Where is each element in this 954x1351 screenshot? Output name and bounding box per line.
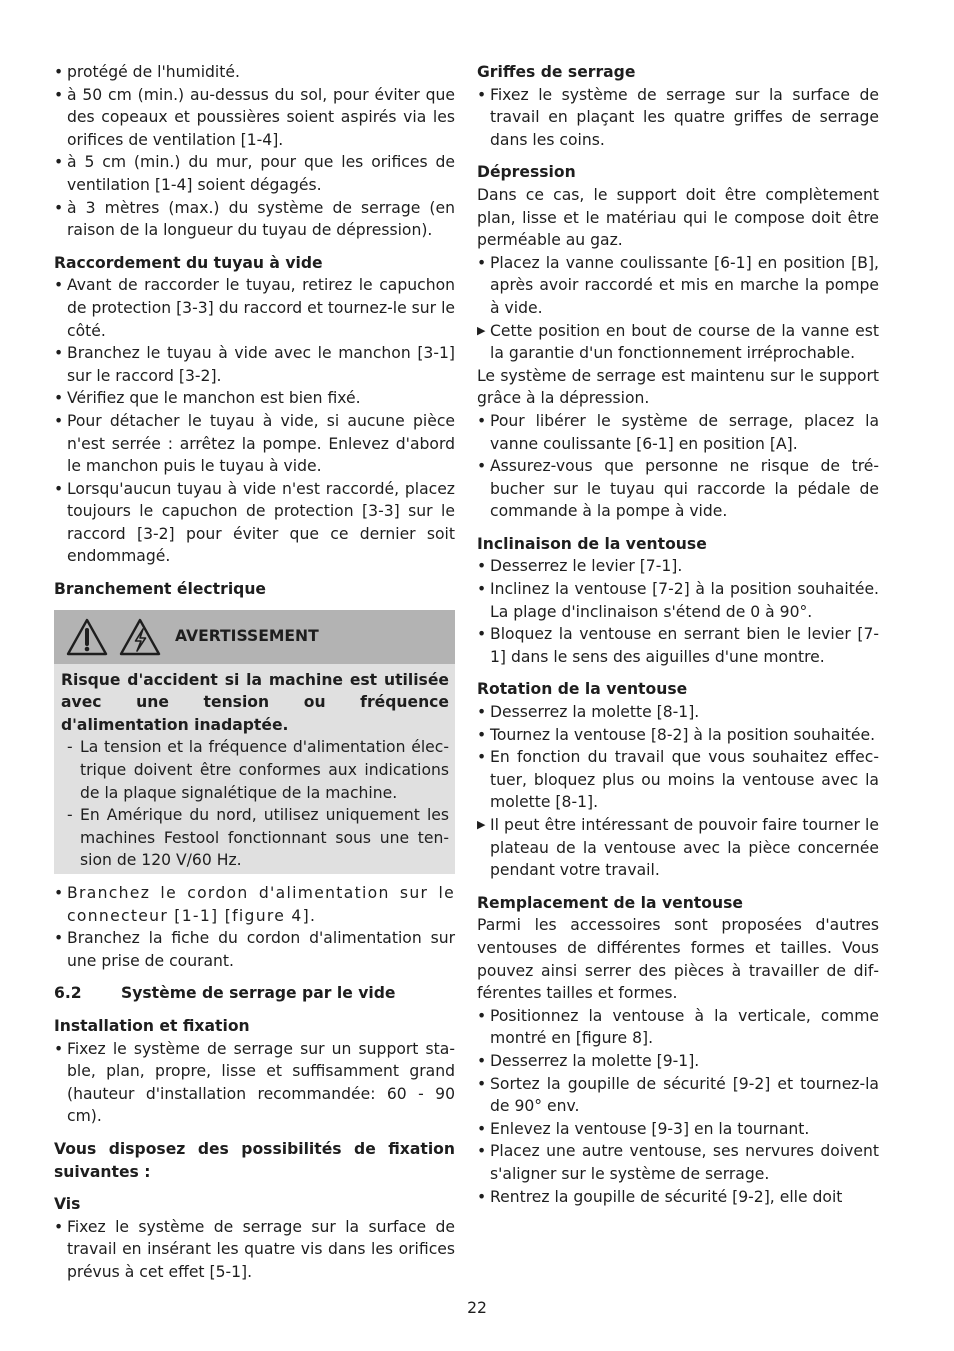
section-title: Système de serrage par le vide: [121, 984, 396, 1003]
options-heading: Vous disposez des possibilités de fixation suivantes :: [54, 1139, 455, 1181]
result-note: ▶ Cette position en bout de course de la vanne est la garantie d'un fonctionnement irréprochable.: [477, 320, 879, 365]
list-item: • Desserrez la molette [8-1].: [477, 701, 879, 724]
depression-text: Le système de serrage est maintenu sur le support grâce à la dépression.: [477, 366, 879, 408]
list-item: • protégé de l'humidité.: [54, 61, 455, 84]
installation-heading: Installation et fixation: [54, 1016, 250, 1035]
placement-list: [54, 61, 455, 242]
warning-box: [54, 610, 455, 874]
list-item: • Tournez la ventouse [8-2] à la position souhaitée.: [477, 724, 879, 747]
list-item: • Branchez le cordon d'alimentation sur le connecteur [1-1] [figure 4].: [54, 882, 455, 927]
electrical-heading: Branchement électrique: [54, 580, 267, 599]
list-item: • Inclinez la ventouse [7-2] à la position souhaitée. La plage d'inclinaison s'étend de 0 à 90°.: [477, 578, 879, 623]
depression-heading: Dépression: [477, 163, 576, 182]
claws-list: [477, 84, 879, 152]
result-note: ▶ Il peut être intéressant de pouvoir faire tourner le plateau de la ventouse avec la pièce concernée pendant votre travail.: [477, 814, 879, 882]
screws-list: [54, 1216, 455, 1284]
depression-intro: Dans ce cas, le support doit être complètement plan, lisse et le matériau qui le compose doit être perméable au gaz.: [477, 185, 879, 250]
installation-list: [54, 1038, 455, 1128]
vacuum-hose-heading: Raccordement du tuyau à vide: [54, 253, 323, 272]
screws-heading: Vis: [54, 1195, 81, 1214]
list-item: • Lorsqu'aucun tuyau à vide n'est raccordé, placez toujours le capuchon de protection [3-3] sur le raccord [3-2] pour éviter que ce dernier soit endommagé.: [54, 478, 455, 568]
list-item: • Enlevez la ventouse [9-3] en la tournant.: [477, 1118, 879, 1141]
electrical-list: [54, 882, 455, 972]
list-item: • Rentrez la goupille de sécurité [9-2], elle doit: [477, 1186, 879, 1209]
list-item: • Pour détacher le tuyau à vide, si aucune pièce n'est serrée : arrêtez la pompe. Enlevez d'abord le manchon puis le tuyau à vide.: [54, 410, 455, 478]
list-item: • Fixez le système de serrage sur la surface de travail en insérant les quatre vis dans les orifices prévus à cet effet [5-1].: [54, 1216, 455, 1284]
list-item: • Avant de raccorder le tuyau, retirez le capuchon de protection [3-3] du raccord et tournez-le sur le côté.: [54, 274, 455, 342]
replacement-heading: Remplacement de la ventouse: [477, 893, 743, 912]
warning-triangle-icon: [66, 618, 108, 656]
electric-hazard-icon: [119, 618, 161, 656]
depression-list: [477, 252, 879, 365]
replacement-intro: Parmi les accessoires sont proposées d'autres ventouses de différentes formes et tailles. Vous pouvez ainsi serrer des pièces à travailler de différentes tailles et formes.: [477, 916, 879, 1003]
list-item: - La tension et la fréquence d'alimentation électrique doivent être conformes aux indications de la plaque signalétique de la machine.: [61, 736, 449, 804]
list-item: • à 5 cm (min.) du mur, pour que les orifices de ventilation [1-4] soient dégagés.: [54, 151, 455, 196]
warning-lead: Risque d'accident si la machine est utilisée avec une tension ou fréquence d'alimentation inadaptée.: [61, 670, 449, 734]
list-item: • En fonction du travail que vous souhaitez effectuer, bloquez plus ou moins la ventouse avec la molette [8-1].: [477, 746, 879, 814]
depression-list-2: [477, 410, 879, 523]
rotation-list: [477, 701, 879, 882]
list-item: • Bloquez la ventouse en serrant bien le levier [7-1] dans le sens des aiguilles d'une montre.: [477, 623, 879, 668]
warning-body: [54, 664, 455, 874]
list-item: • à 50 cm (min.) au-dessus du sol, pour éviter que des copeaux et poussières soient aspirés via les orifices de ventilation [1-4].: [54, 84, 455, 152]
left-column: [54, 61, 455, 1284]
list-item: • Pour libérer le système de serrage, placez la vanne coulissante [6-1] en position [A].: [477, 410, 879, 455]
list-item: • à 3 mètres (max.) du système de serrage (en raison de la longueur du tuyau de dépression).: [54, 197, 455, 242]
section-heading: [54, 982, 455, 1005]
section-number: 6.2: [54, 984, 82, 1003]
list-item: • Placez la vanne coulissante [6-1] en position [B], après avoir raccordé et mis en marche la pompe à vide.: [477, 252, 879, 320]
rotation-heading: Rotation de la ventouse: [477, 680, 688, 699]
tilt-list: [477, 555, 879, 668]
list-item: - En Amérique du nord, utilisez uniquement les machines Festool fonctionnant sous une tension de 120 V/60 Hz.: [61, 804, 449, 872]
list-item: • Sortez la goupille de sécurité [9-2] et tournez-la de 90° env.: [477, 1073, 879, 1118]
list-item: • Fixez le système de serrage sur un support stable, plan, propre, lisse et suffisamment grand (hauteur d'installation recommandée: 60 - 90 cm).: [54, 1038, 455, 1128]
warning-header: [54, 610, 455, 664]
list-item: • Branchez la fiche du cordon d'alimentation sur une prise de courant.: [54, 927, 455, 972]
list-item: • Branchez le tuyau à vide avec le manchon [3-1] sur le raccord [3-2].: [54, 342, 455, 387]
warning-title: AVERTISSEMENT: [175, 627, 319, 646]
claws-heading: Griffes de serrage: [477, 63, 636, 81]
list-item: • Placez une autre ventouse, ses nervures doivent s'aligner sur le système de serrage.: [477, 1140, 879, 1185]
list-item: • Positionnez la ventouse à la verticale, comme montré en [figure 8].: [477, 1005, 879, 1050]
list-item: • Vérifiez que le manchon est bien fixé.: [54, 387, 455, 410]
tilt-heading: Inclinaison de la ventouse: [477, 534, 707, 553]
right-column: [477, 61, 879, 1208]
list-item: • Desserrez la molette [9-1].: [477, 1050, 879, 1073]
replacement-list: [477, 1005, 879, 1208]
vacuum-hose-list: [54, 274, 455, 568]
list-item: • Fixez le système de serrage sur la surface de travail en plaçant les quatre griffes de serrage dans les coins.: [477, 84, 879, 152]
list-item: • Desserrez le levier [7-1].: [477, 555, 879, 578]
warning-list: [61, 736, 449, 872]
list-item: • Assurez-vous que personne ne risque de trébucher sur le tuyau qui raccorde la pédale de commande à la pompe à vide.: [477, 455, 879, 523]
page-number: 22: [467, 1299, 487, 1317]
